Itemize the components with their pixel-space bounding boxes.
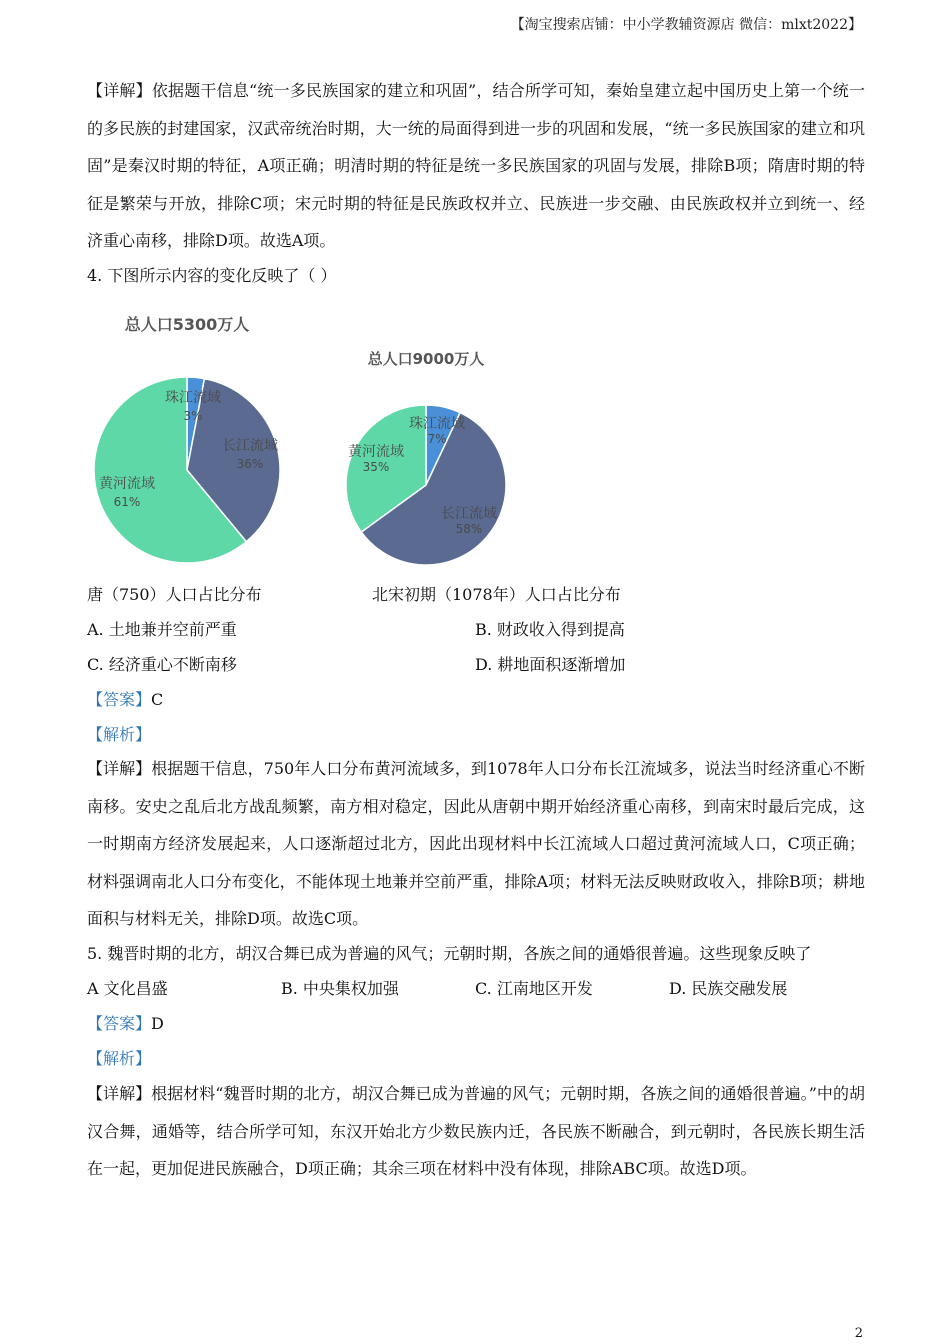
q5-option-b: B. 中央集权加强 (281, 979, 399, 998)
pie-percent-label: 3% (183, 409, 203, 423)
pie-percent-label: 61% (113, 495, 141, 509)
pie-charts (0, 300, 950, 580)
q5-option-d: D. 民族交融发展 (669, 979, 788, 998)
q5-analysis-tag: 【解析】 (87, 1049, 152, 1068)
pie-category-label: 长江流域 (222, 438, 278, 454)
answer-tag: 【答案】 (87, 690, 152, 709)
pie-percent-label: 58% (455, 522, 483, 536)
q4-option-d: D. 耕地面积逐渐增加 (475, 655, 626, 674)
q4-stem: 4. 下图所示内容的变化反映了（ ） (87, 266, 337, 285)
answer-value: D (151, 1014, 164, 1033)
pie-chart-tang (94, 315, 280, 563)
answer-value: C (151, 690, 164, 709)
detail-tag: 【详解】 (87, 81, 152, 100)
pie-category-label: 长江流域 (441, 506, 497, 522)
caption-song: 北宋初期（1078年）人口占比分布 (372, 585, 621, 604)
pie-category-label: 珠江流域 (409, 416, 465, 432)
q5-option-a: A 文化昌盛 (87, 979, 168, 998)
pie-title: 总人口5300万人 (124, 315, 250, 334)
pie-title: 总人口9000万人 (367, 350, 485, 368)
detail-text: 根据材料“魏晋时期的北方，胡汉合舞已成为普遍的风气；元朝时期，各族之间的通婚很普遍。”中的胡汉合舞，通婚等，结合所学可知，东汉开始北方少数民族内迁，各民族不断融合，到元朝时，各民族长期生活在一起，更加促进民族融合，D项正确；其余三项在材料中没有体现，排除ABC项。故选D项。 (87, 1084, 865, 1178)
answer-tag: 【答案】 (87, 1014, 152, 1033)
pie-percent-label: 7% (427, 432, 447, 446)
q5-answer (87, 1013, 164, 1035)
page-header: 【淘宝搜索店铺：中小学教辅资源店 微信：mlxt2022】 (510, 17, 862, 33)
detail-tag: 【详解】 (87, 759, 152, 778)
q4-answer (87, 689, 163, 711)
caption-tang: 唐（750）人口占比分布 (87, 585, 262, 604)
pie-chart-song (346, 350, 506, 565)
pie-percent-label: 35% (362, 460, 390, 474)
q4-detail (87, 750, 865, 938)
q4-option-b: B. 财政收入得到提高 (475, 620, 625, 639)
page-number: 2 (854, 1326, 863, 1341)
q4-option-a: A. 土地兼并空前严重 (87, 620, 237, 639)
pie-category-label: 黄河流域 (99, 476, 155, 492)
q5-option-c: C. 江南地区开发 (475, 979, 593, 998)
detail-text: 依据题干信息“统一多民族国家的建立和巩固”，结合所学可知，秦始皇建立起中国历史上第一个统一的多民族的封建国家，汉武帝统治时期，大一统的局面得到进一步的巩固和发展，“统一多民族国家的建立和巩固”是秦汉时期的特征，A项正确；明清时期的特征是统一多民族国家的巩固与发展，排除B项；隋唐时期的特征是繁荣与开放，排除C项；宋元时期的特征是民族政权并立、民族进一步交融、由民族政权并立到统一、经济重心南移，排除D项。故选A项。 (87, 81, 865, 250)
q5-detail (87, 1075, 865, 1188)
q3-detail (87, 72, 865, 260)
detail-text: 根据题干信息，750年人口分布黄河流域多，到1078年人口分布长江流域多，说法当时经济重心不断南移。安史之乱后北方战乱频繁，南方相对稳定，因此从唐朝中期开始经济重心南移，到南宋时最后完成，这一时期南方经济发展起来，人口逐渐超过北方，因此出现材料中长江流域人口超过黄河流域人口，C项正确；材料强调南北人口分布变化，不能体现土地兼并空前严重，排除A项；材料无法反映财政收入，排除B项；耕地面积与材料无关，排除D项。故选C项。 (87, 759, 865, 928)
q5-stem: 5. 魏晋时期的北方，胡汉合舞已成为普遍的风气；元朝时期，各族之间的通婚很普遍。这些现象反映了 (87, 944, 812, 963)
q4-analysis-tag: 【解析】 (87, 725, 152, 744)
detail-tag: 【详解】 (87, 1084, 152, 1103)
pie-category-label: 黄河流域 (348, 444, 404, 460)
pie-percent-label: 36% (236, 457, 264, 471)
q4-option-c: C. 经济重心不断南移 (87, 655, 237, 674)
pie-category-label: 珠江流域 (165, 390, 221, 406)
